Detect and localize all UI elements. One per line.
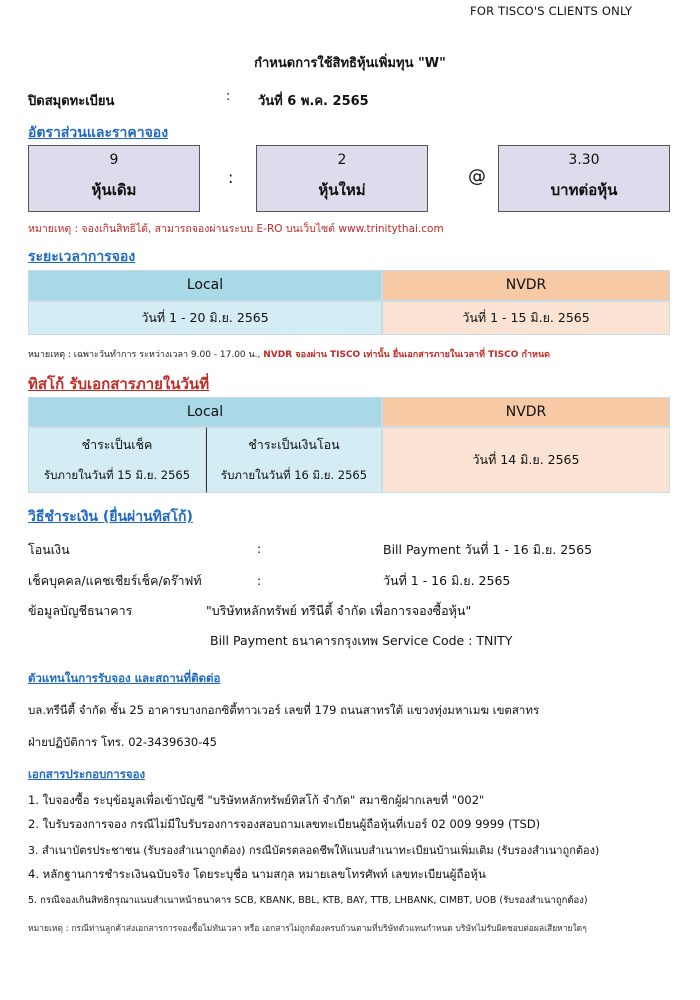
- period-nvdr-date: วันที่ 1 - 15 มิ.ย. 2565: [382, 301, 670, 335]
- tisco-transfer-cell: [206, 427, 382, 493]
- tisco-transfer-date: รับภายในวันที่ 16 มิ.ย. 2565: [220, 468, 368, 482]
- bank-label: ข้อมูลบัญชีธนาคาร: [28, 603, 133, 618]
- document-item: 3. สำเนาบัตรประชาชน (รับรองสำเนาถูกต้อง) กรณีบัตรตลอดชีพให้แนบสำเนาทะเบียนบ้านเพิ่มเติม (รับรองสำเนาถูกต้อง): [28, 844, 600, 857]
- document-item: 2. ใบรับรองการจอง กรณีไม่มีใบรับรองการจองสอบถามเลขทะเบียนผู้ถือหุ้นที่เบอร์ 02 009 9999 (TSD): [28, 817, 541, 831]
- tisco-nvdr-header: NVDR: [382, 397, 670, 427]
- tisco-cheque-label: ชำระเป็นเช็ค: [81, 437, 153, 452]
- period-local-header: Local: [28, 270, 382, 301]
- period-local-date: วันที่ 1 - 20 มิ.ย. 2565: [28, 301, 382, 335]
- document-item: 5. กรณีจองเกินสิทธิกรุณาแนบสำเนาหน้าธนาคาร SCB, KBANK, BBL, KTB, BAY, TTB, LHBANK, CIMBT, UOB (รับรองสำเนาถูกต้อง): [28, 895, 588, 906]
- cheque-colon: :: [257, 573, 262, 588]
- new-shares-label: หุ้นใหม่: [318, 181, 366, 199]
- ratio-heading: อัตราส่วนและราคาจอง: [28, 125, 169, 141]
- document-item: 4. หลักฐานการชำระเงินฉบับจริง โดยระบุชื่อ นามสกุล หมายเลขโทรศัพท์ เลขทะเบียนผู้ถือหุ้น: [28, 867, 486, 881]
- cheque-value: วันที่ 1 - 16 มิ.ย. 2565: [383, 573, 511, 588]
- ratio-colon: :: [228, 168, 234, 187]
- price-box: [498, 145, 670, 212]
- tisco-transfer-label: ชำระเป็นเงินโอน: [248, 437, 340, 452]
- book-close-label: ปิดสมุดทะเบียน: [28, 94, 115, 109]
- agent-heading: ตัวแทนในการรับจอง และสถานที่ติดต่อ: [28, 671, 221, 685]
- at-sign: @: [468, 166, 486, 187]
- period-heading: ระยะเวลาการจอง: [28, 249, 136, 265]
- top-note: FOR TISCO'S CLIENTS ONLY: [470, 4, 633, 18]
- tisco-heading: ทิสโก้ รับเอกสารภายในวันที่: [28, 375, 210, 393]
- period-note-red: NVDR จองผ่าน TISCO เท่านั้น ยื่นเอกสารภายในเวลาที่ TISCO กำหนด: [263, 350, 550, 360]
- bill-payment-info: Bill Payment ธนาคารกรุงเทพ Service Code : TNITY: [210, 633, 513, 648]
- ratio-note: หมายเหตุ : จองเกินสิทธิได้, สามารถจองผ่านระบบ E-RO บนเว็บไซต์ www.trinitythai.com: [28, 223, 444, 235]
- payment-heading: วิธีชำระเงิน (ยื่นผ่านทิสโก้): [28, 509, 193, 525]
- new-shares-box: [256, 145, 428, 212]
- page-title: กำหนดการใช้สิทธิหุ้นเพิ่มทุน "W": [254, 56, 446, 71]
- transfer-value: Bill Payment วันที่ 1 - 16 มิ.ย. 2565: [383, 542, 593, 557]
- agent-address: บล.ทรีนีตี้ จำกัด ชั้น 25 อาคารบางกอกซิตี้ทาวเวอร์ เลขที่ 179 ถนนสาทรใต้ แขวงทุ่งมหาเมฆ เขตสาทร: [28, 703, 540, 717]
- documents-footnote: หมายเหตุ : กรณีท่านลูกค้าส่งเอกสารการจองซื้อไม่ทันเวลา หรือ เอกสารไม่ถูกต้องครบถ้วนตามที่บริษัทตัวแทนกำหนด บริษัทไม่รับผิดชอบต่อผลเสียหายใดๆ: [28, 924, 587, 934]
- new-shares-value: 2: [337, 152, 347, 168]
- period-note-prefix: หมายเหตุ : เฉพาะวันทำการ ระหว่างเวลา 9.00 - 17.00 น.,: [28, 350, 261, 360]
- cheque-label: เช็คบุคคล/แคชเชียร์เช็ค/ดร๊าฟท์: [28, 573, 202, 588]
- old-shares-label: หุ้นเดิม: [91, 181, 137, 199]
- tisco-cheque-date: รับภายในวันที่ 15 มิ.ย. 2565: [43, 468, 191, 482]
- bank-value: "บริษัทหลักทรัพย์ ทรีนีตี้ จำกัด เพื่อการจองซื้อหุ้น": [206, 603, 472, 618]
- old-shares-value: 9: [109, 152, 119, 168]
- agent-phone: ฝ่ายปฏิบัติการ โทร. 02-3439630-45: [28, 735, 218, 749]
- tisco-local-header: Local: [28, 397, 382, 427]
- tisco-cheque-cell: [28, 427, 206, 493]
- period-note: [28, 347, 550, 361]
- period-nvdr-header: NVDR: [382, 270, 670, 301]
- old-shares-box: [28, 145, 200, 212]
- transfer-label: โอนเงิน: [28, 542, 70, 557]
- documents-heading: เอกสารประกอบการจอง: [28, 767, 146, 781]
- book-close-colon: :: [226, 89, 231, 104]
- document-item: 1. ใบจองซื้อ ระบุข้อมูลเพื่อเข้าบัญชี "บริษัทหลักทรัพย์ทิสโก้ จำกัด" สมาชิกผู้ฝากเลขที่ "002": [28, 793, 485, 807]
- tisco-nvdr-date: วันที่ 14 มิ.ย. 2565: [382, 427, 670, 493]
- book-close-date: วันที่ 6 พ.ค. 2565: [258, 94, 369, 109]
- transfer-colon: :: [257, 541, 262, 556]
- price-value: 3.30: [568, 152, 600, 168]
- price-label: บาทต่อหุ้น: [550, 181, 618, 199]
